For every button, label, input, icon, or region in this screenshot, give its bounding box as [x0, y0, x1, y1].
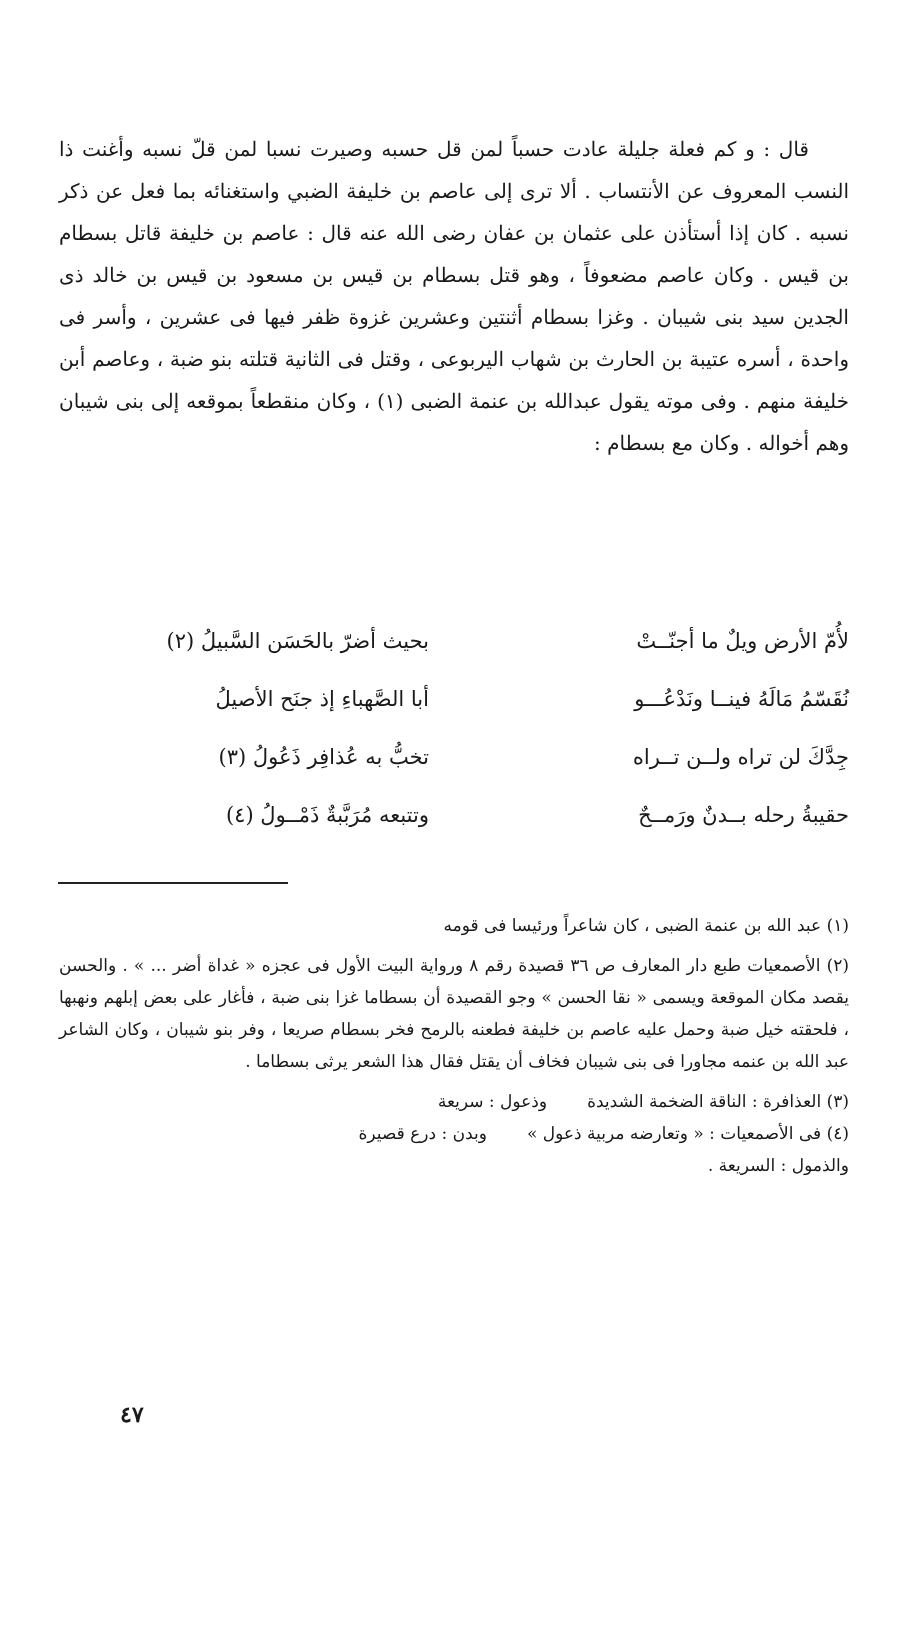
footnote-4-part-2: وبدن : درع قصيرة [358, 1124, 487, 1144]
verse-first-hemistich: جِدَّكَ لن تراه ولــن تــراه [632, 745, 849, 769]
page-number: ٤٧ [120, 1402, 144, 1428]
verse-line [59, 670, 849, 728]
footnote-4-continuation: والذمول : السريعة . [707, 1156, 849, 1176]
footnote-3-part-2: وذعول : سريعة [437, 1092, 548, 1112]
verse-first-hemistich: نُقَسّمُ مَالَهُ فينــا ونَدْعُـــو [634, 687, 849, 711]
verse-second-hemistich: وتتبعه مُرَبَّبةٌ ذَمْــولُ (٤) [225, 803, 429, 827]
verse-first-hemistich: لأُمّ الأرض ويلٌ ما أجنّــتْ [636, 629, 849, 653]
footnote-1: (١) عبد الله بن عنمة الضبى ، كان شاعراً ورئيسا فى قومه [443, 916, 849, 936]
verse-line [59, 612, 849, 670]
poem [59, 612, 849, 844]
footnote-4 [59, 1118, 849, 1150]
verse-second-hemistich: تخبُّ به عُذافِر ذَعُولُ (٣) [218, 745, 429, 769]
footnote-2: (٢) الأصمعيات طبع دار المعارف ص ٣٦ قصيدة رقم ٨ ورواية البيت الأول فى عجزه « غداة أضر ... » . والحسن يقصد مكان الموقعة ويسمى « نقا الحسن » وجو القصيدة أن بسطاما غزا بنى ضبة ، فأغار على بعض إبلهم ونهبها ، فلحقته خيل ضبة وحمل عليه عاصم بن خليفة فطعنه بالرمح فخر بسطام صريعا ، وفر بنو شيبان ، وكان الشاعر عبد الله بن عنمه مجاورا فى بنى شيبان فخاف أن يقتل فقال هذا الشعر يرثى بسطاما . [59, 956, 849, 1072]
verse-line [59, 786, 849, 844]
footnote-4-part-1: (٤) فى الأصمعيات : « وتعارضه مربية ذعول » [526, 1124, 849, 1144]
verse-second-hemistich: أبا الصَّهباءِ إذ جنَح الأصيلُ [215, 687, 429, 711]
body-paragraph: قال : و كم فعلة جليلة عادت حسباً لمن قل حسبه وصيرت نسبا لمن قلّ نسبه وأغنت ذا النسب المعروف عن الأنتساب . ألا ترى إلى عاصم بن خليفة الضبي واستغنائه بما فعل عن ذكر نسبه . كان إذا أستأذن على عثمان بن عفان رضى الله عنه قال : عاصم بن خليفة قاتل بسطام بن قيس . وكان عاصم مضعوفاً ، وهو قتل بسطام بن قيس بن مسعود بن قيس بن خالد ذى الجدين سيد بنى شيبان . وغزا بسطام أثنتين وعشرين غزوة ظفر فيها فى عشرين ، وأسر فى واحدة ، أسره عتيبة بن الحارث بن شهاب اليربوعى ، وقتل فى الثانية قتلته بنو ضبة ، وعاصم أبن خليفة منهم . وفى موته يقول عبدالله بن عنمة الضبى (١) ، وكان منقطعاً بموقعه إلى بنى شيبان وهم أخواله . وكان مع بسطام : [59, 137, 849, 455]
verse-first-hemistich: حقيبةُ رحله بــدنٌ ورَمــحٌ [638, 803, 849, 827]
verse-second-hemistich: بحيث أضرّ بالحَسَن السَّبيلُ (٢) [166, 629, 429, 653]
footnote-3 [59, 1086, 849, 1118]
verse-line [59, 728, 849, 786]
body-text [59, 128, 849, 464]
footnote-3-part-1: (٣) العذافرة : الناقة الضخمة الشديدة [587, 1092, 849, 1112]
footnote-separator [58, 882, 288, 884]
footnotes [59, 910, 849, 1190]
